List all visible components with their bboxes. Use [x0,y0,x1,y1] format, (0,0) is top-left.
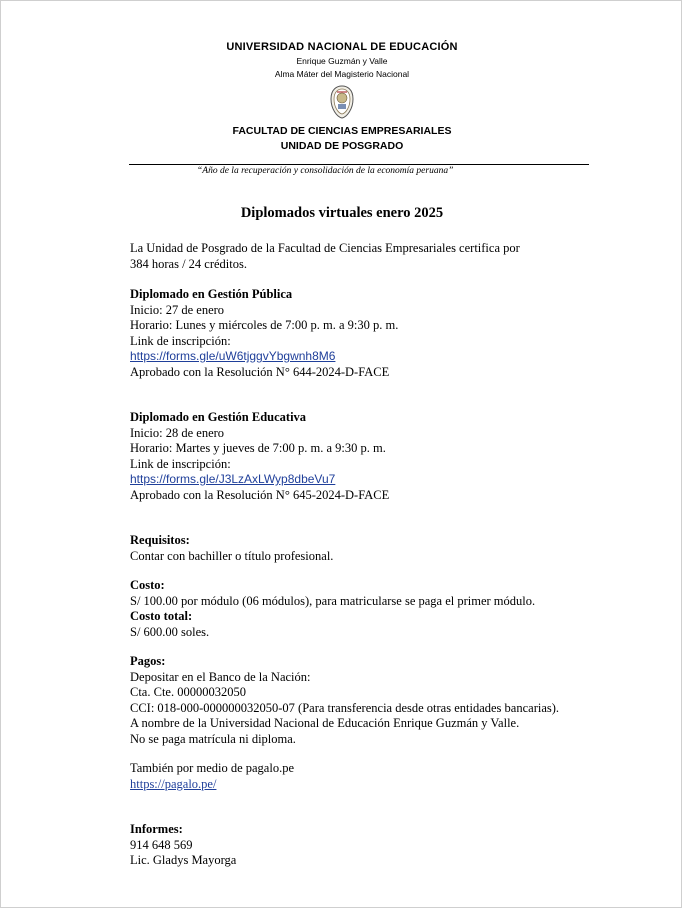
document-body [130,241,610,869]
registration-link-educational-management[interactable]: https://forms.gle/J3LzAxLWyp8dbeVu7 [130,472,336,486]
payment-line: CCI: 018-000-000000032050-07 (Para transferencia desde otras entidades bancarias). [130,700,560,715]
requirements-section [130,533,610,564]
payment-line: Cta. Cte. 00000032050 [130,685,246,699]
cost-text: S/ 100.00 por módulo (06 módulos), para matricularse se paga el primer módulo. [130,593,536,608]
diploma-name: Diplomado en Gestión Pública [130,287,293,301]
unit-name: UNIDAD DE POSGRADO [280,140,404,152]
year-motto: “Año de la recuperación y consolidación de la economía peruana” [197,166,454,176]
faculty-name: FACULTAD DE CIENCIAS EMPRESARIALES [232,125,452,137]
diploma-resolution: Aprobado con la Resolución N° 644-2024-D-FACE [130,364,390,379]
intro-line: La Unidad de Posgrado de la Facultad de Ciencias Empresariales certifica por [130,241,520,255]
contact-phone: 914 648 569 [130,837,193,852]
diploma-schedule: Horario: Martes y jueves de 7:00 p. m. a 9:30 p. m. [130,441,386,455]
pagalo-link[interactable]: https://pagalo.pe/ [130,776,217,791]
letterhead [1,41,682,152]
contact-heading: Informes: [130,822,183,836]
diploma-schedule: Horario: Lunes y miércoles de 7:00 p. m. a 9:30 p. m. [130,318,399,332]
university-namesake: Enrique Guzmán y Valle [296,56,388,66]
payment-line: A nombre de la Universidad Nacional de Educación Enrique Guzmán y Valle. [130,716,520,730]
alma-mater-line: Alma Máter del Magisterio Nacional [274,69,410,79]
intro-line: 384 horas / 24 créditos. [130,256,247,271]
requirements-heading: Requisitos: [130,533,190,547]
payment-line: Depositar en el Banco de la Nación: [130,669,311,684]
university-name: UNIVERSIDAD NACIONAL DE EDUCACIÓN [226,41,458,53]
diploma-start: Inicio: 28 de enero [130,425,225,440]
contact-person: Lic. Gladys Mayorga [130,853,237,867]
payments-section [130,654,610,792]
alternative-payment-text: También por medio de pagalo.pe [130,761,295,775]
requirements-text: Contar con bachiller o título profesional. [130,548,334,563]
payments-heading: Pagos: [130,654,166,668]
diploma-name: Diplomado en Gestión Educativa [130,410,307,424]
university-seal-icon [329,85,355,119]
total-cost-text: S/ 600.00 soles. [130,624,210,639]
contact-section [130,822,610,869]
cost-heading: Costo: [130,578,165,592]
registration-link-public-management[interactable]: https://forms.gle/uW6tjggvYbgwnh8M6 [130,349,336,363]
header-divider [129,164,589,165]
diploma-link-label: Link de inscripción: [130,456,231,471]
diploma-resolution: Aprobado con la Resolución N° 645-2024-D-FACE [130,487,390,502]
diploma-link-label: Link de inscripción: [130,333,231,348]
total-cost-heading: Costo total: [130,609,193,623]
diploma-start: Inicio: 27 de enero [130,302,225,317]
diploma-section-public-management [130,287,610,380]
payment-line: No se paga matrícula ni diploma. [130,731,296,746]
document-title: Diplomados virtuales enero 2025 [240,205,444,221]
diploma-section-educational-management [130,410,610,503]
cost-section [130,578,610,640]
